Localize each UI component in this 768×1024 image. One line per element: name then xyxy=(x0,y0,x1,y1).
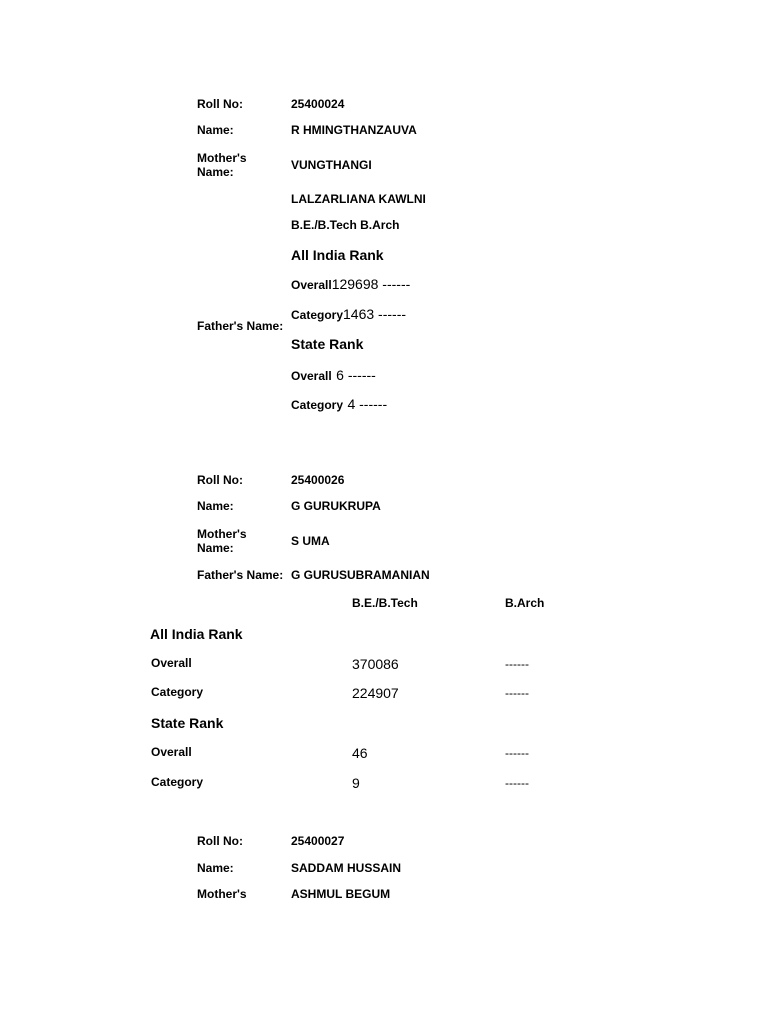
overall-label: Overall xyxy=(151,745,192,759)
category-label: Category xyxy=(151,775,204,789)
state-category-barch-value: ------ xyxy=(505,776,529,790)
fathers-name-label: Father's Name: xyxy=(197,319,284,333)
all-india-overall-value: 129698 ------ xyxy=(331,276,411,292)
roll-no-value: 25400027 xyxy=(291,834,345,848)
mothers-name-value: S UMA xyxy=(291,534,330,548)
name-value: G GURUKRUPA xyxy=(291,499,381,513)
mothers-name-label xyxy=(197,527,247,555)
roll-no-label: Roll No: xyxy=(197,97,243,111)
category-label: Category xyxy=(291,398,344,412)
state-overall-barch-value: ------ xyxy=(505,746,529,760)
mothers-name-label-line1: Mother's xyxy=(197,527,247,541)
fathers-name-value: G GURUSUBRAMANIAN xyxy=(291,568,430,582)
all-india-rank-heading: All India Rank xyxy=(291,247,384,263)
all-india-overall-be-value: 370086 xyxy=(352,656,399,672)
mothers-name-label-line2: Name: xyxy=(197,165,234,179)
mothers-name-label-line1: Mother's xyxy=(197,151,247,165)
roll-no-label: Roll No: xyxy=(197,834,243,848)
category-label: Category xyxy=(151,685,204,699)
mothers-name-label-line2: Name: xyxy=(197,541,234,555)
state-category-be-value: 9 xyxy=(352,775,360,791)
overall-label: Overall xyxy=(291,369,332,383)
name-label: Name: xyxy=(197,123,234,137)
overall-label: Overall xyxy=(151,656,192,670)
state-category-value: 4 ------ xyxy=(347,396,388,412)
name-value: SADDAM HUSSAIN xyxy=(291,861,402,875)
all-india-category-be-value: 224907 xyxy=(352,685,399,701)
category-label: Category xyxy=(291,308,344,322)
all-india-category-barch-value: ------ xyxy=(505,686,529,700)
state-overall-be-value: 46 xyxy=(352,745,368,761)
state-rank-heading: State Rank xyxy=(291,336,364,352)
column-header-be-btech: B.E./B.Tech xyxy=(352,596,418,610)
column-header-barch: B.Arch xyxy=(505,596,545,610)
name-label: Name: xyxy=(197,861,234,875)
state-overall-value: 6 ------ xyxy=(336,367,376,383)
all-india-overall-row xyxy=(291,276,410,294)
mothers-name-value: ASHMUL BEGUM xyxy=(291,887,391,901)
all-india-rank-heading: All India Rank xyxy=(150,626,243,642)
roll-no-value: 25400024 xyxy=(291,97,345,111)
state-category-row xyxy=(291,396,387,414)
fathers-name-value: LALZARLIANA KAWLNI xyxy=(291,192,426,206)
mothers-name-label xyxy=(197,151,247,179)
state-rank-heading: State Rank xyxy=(151,715,224,731)
fathers-name-label: Father's Name: xyxy=(197,568,284,582)
roll-no-value: 25400026 xyxy=(291,473,345,487)
all-india-category-row xyxy=(291,306,406,324)
overall-label: Overall xyxy=(291,278,332,292)
state-overall-row xyxy=(291,367,376,385)
roll-no-label: Roll No: xyxy=(197,473,243,487)
courses-value: B.E./B.Tech B.Arch xyxy=(291,218,400,232)
name-value: R HMINGTHANZAUVA xyxy=(291,123,417,137)
mothers-name-value: VUNGTHANGI xyxy=(291,158,372,172)
all-india-overall-barch-value: ------ xyxy=(505,657,529,671)
all-india-category-value: 1463 ------ xyxy=(343,306,407,322)
mothers-name-label: Mother's xyxy=(197,887,247,901)
name-label: Name: xyxy=(197,499,234,513)
